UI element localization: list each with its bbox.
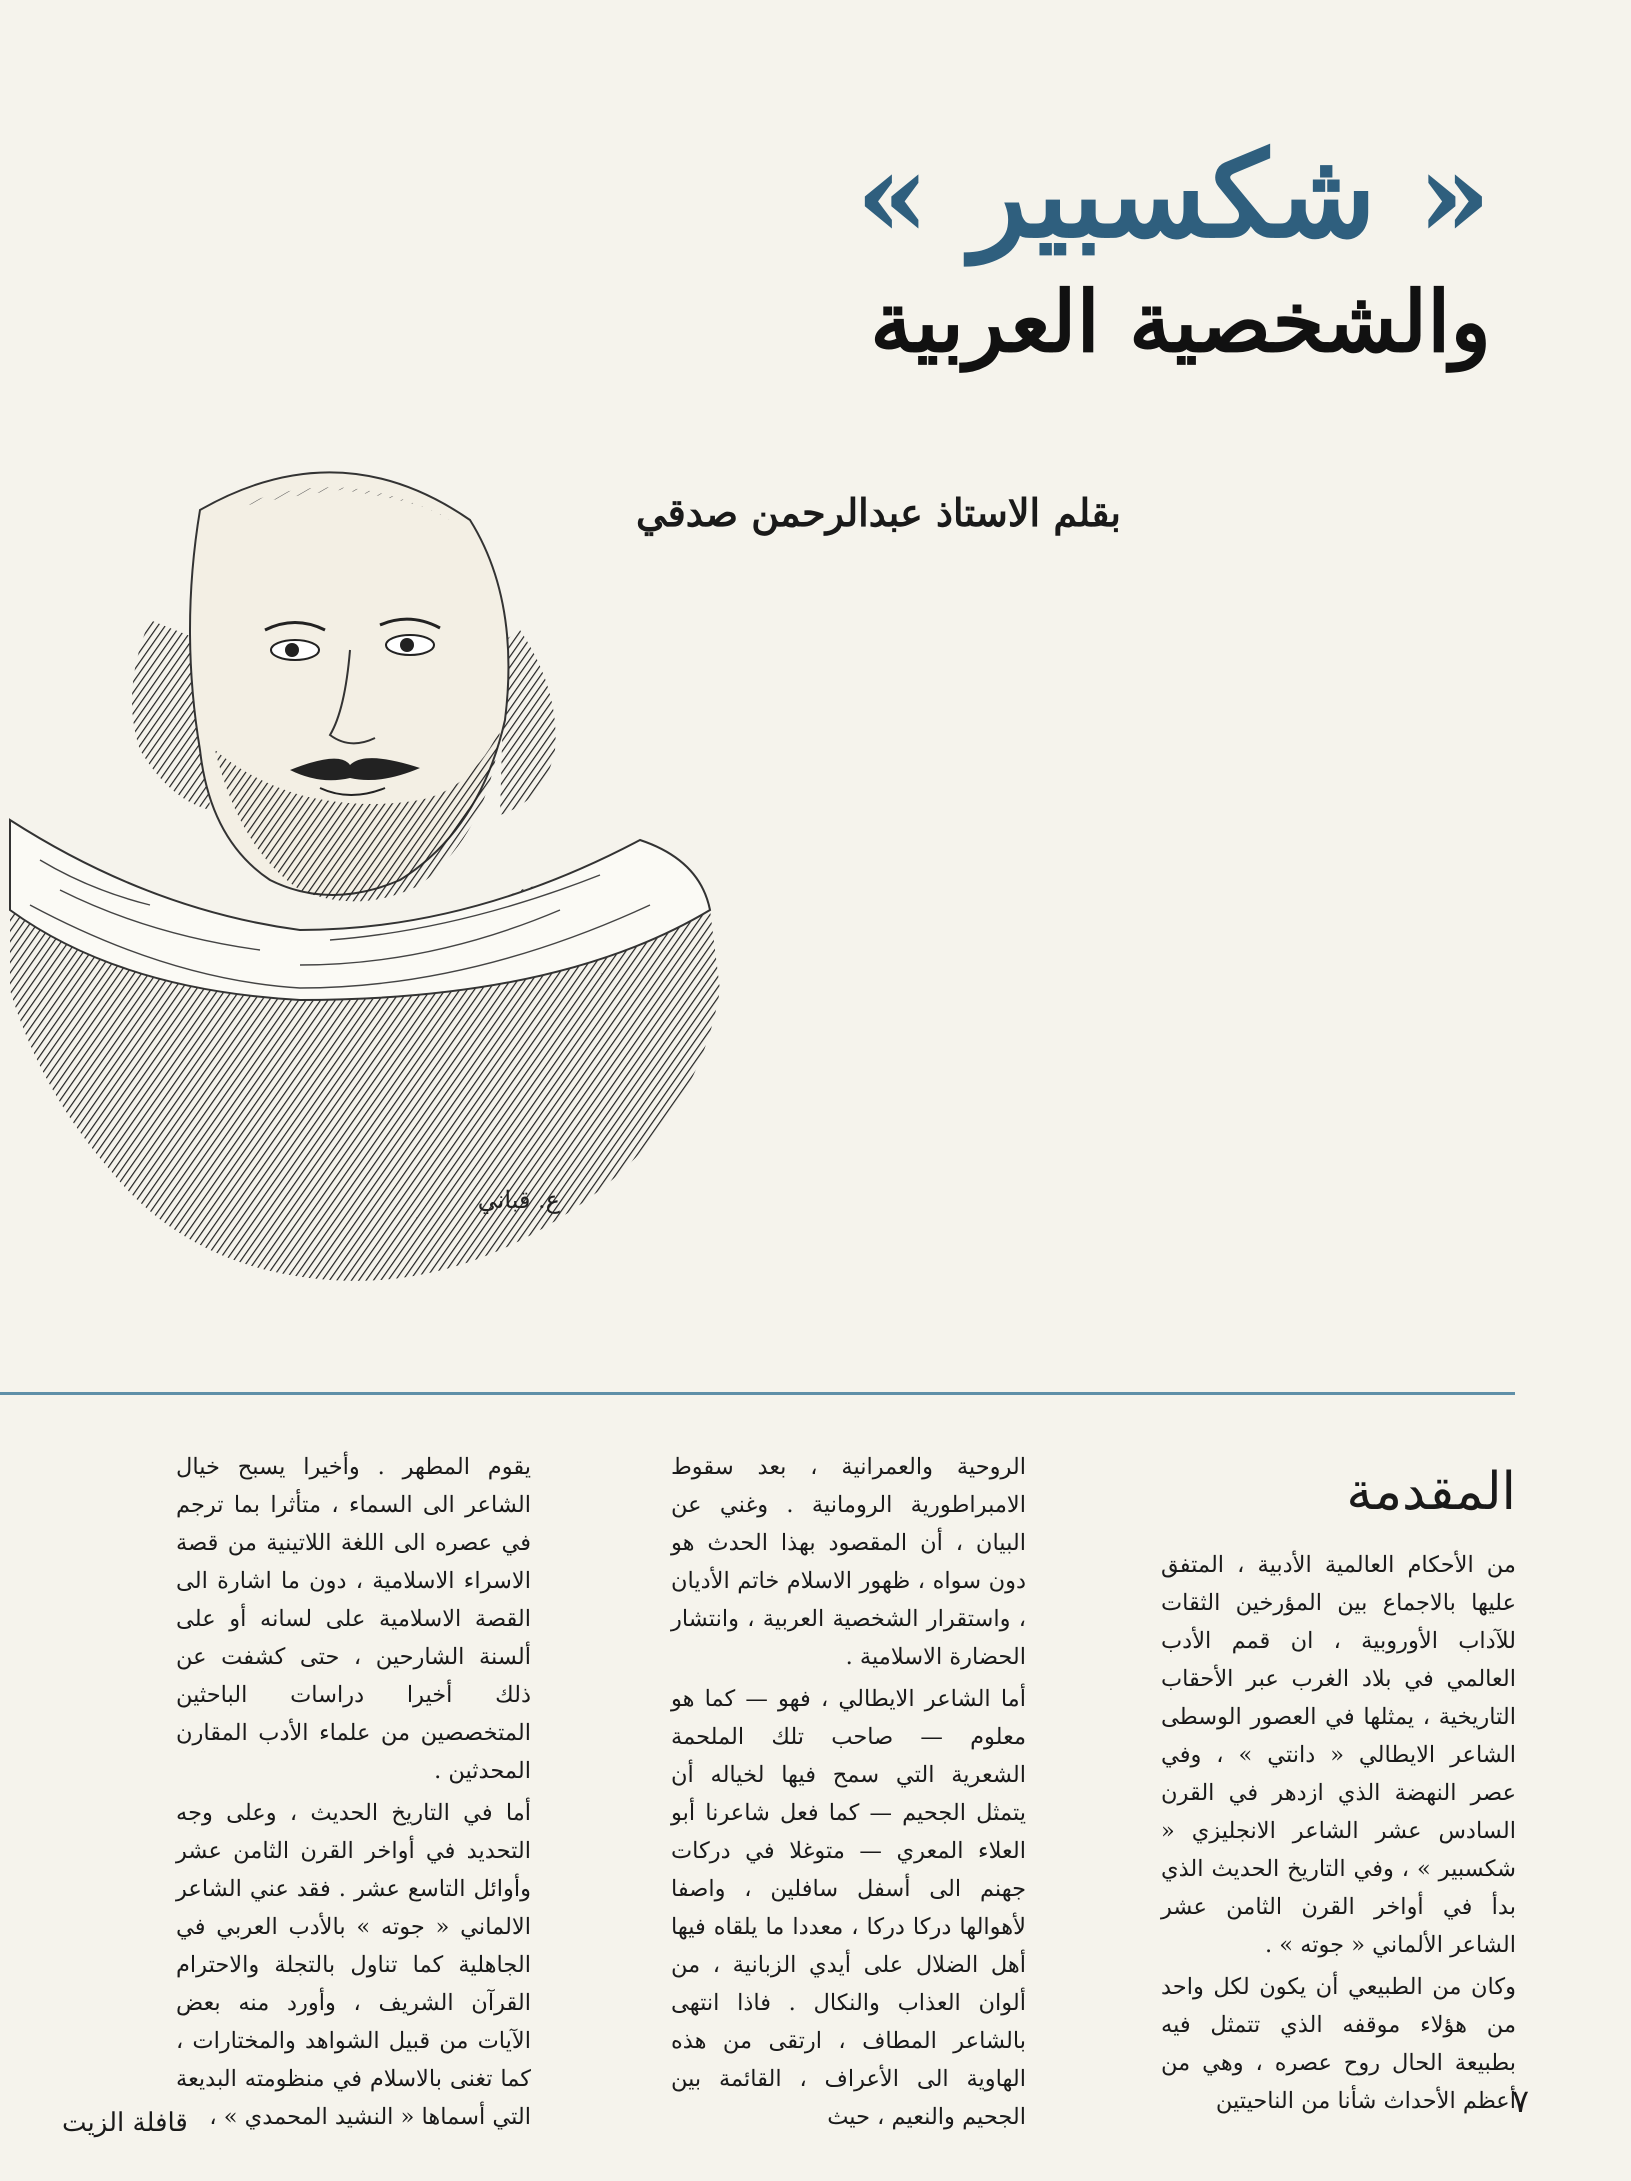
paragraph: وكان من الطبيعي أن يكون لكل واحد من هؤلاء موقفه الذي تتمثل فيه بطبيعة الحال روح عصره ، وهي من أعظم الأحداث شأنا من الناحيتين <box>1161 1974 1516 2114</box>
artist-signature: ع. قباني <box>477 1186 560 1214</box>
article-title: « شكسبير » <box>855 125 1491 264</box>
section-divider <box>0 1392 1515 1395</box>
article-subtitle: والشخصية العربية <box>870 271 1491 371</box>
article-column-2 <box>671 1448 1026 2140</box>
title-block <box>591 125 1491 373</box>
article-column-3 <box>176 1448 531 2140</box>
section-title: المقدمة <box>1346 1462 1516 1522</box>
paragraph: أما الشاعر الايطالي ، فهو — كما هو معلوم — صاحب تلك الملحمة الشعرية التي سمح فيها لخياله أن يتمثل الجحيم — كما فعل شاعرنا أبو العلاء المعري — متوغلا في دركات جهنم الى أسفل سافلين ، واصفا لأهوالها دركا دركا ، معددا ما يلقاه فيها أهل الضلال على أيدي الزبانية ، من ألوان العذاب والنكال . فاذا انتهى بالشاعر المطاف ، ارتقى من هذه الهاوية الى الأعراف ، القائمة بين الجحيم والنعيم ، حيث <box>671 1686 1026 2130</box>
paragraph: أما في التاريخ الحديث ، وعلى وجه التحديد في أواخر القرن الثامن عشر وأوائل التاسع عشر . فقد عني الشاعر الالماني « جوته » بالأدب العربي في الجاهلية كما تناول بالتجلة والاحترام القرآن الشريف ، وأورد منه بعض الآيات من قبيل الشواهد والمختارات ، كما تغنى بالاسلام في منظومته البديعة التي أسماها « النشيد المحمدي » ، <box>176 1800 531 2130</box>
author-byline: بقلم الاستاذ عبدالرحمن صدقي <box>635 490 1121 535</box>
page-number: ٧ <box>1511 2082 1529 2120</box>
paragraph: يقوم المطهر . وأخيرا يسبح خيال الشاعر الى السماء ، متأثرا بما ترجم في عصره الى اللغة اللاتينية من قصة الاسراء الاسلامية ، دون ما اشارة الى القصة الاسلامية على لسانه أو على ألسنة الشارحين ، حتى كشفت عن ذلك أخيرا دراسات الباحثين المتخصصين من علماء الأدب المقارن المحدثين . <box>176 1454 531 1784</box>
shakespeare-portrait-illustration <box>0 390 720 1290</box>
article-column-1 <box>1161 1460 1516 2124</box>
magazine-name: قافلة الزيت <box>62 2108 188 2138</box>
paragraph: من الأحكام العالمية الأدبية ، المتفق عليها بالاجماع بين المؤرخين الثقات للآداب الأوروبية ، ان قمم الأدب العالمي في بلاد الغرب عبر الأحقاب التاريخية ، يمثلها في العصور الوسطى الشاعر الايطالي « دانتي » ، وفي عصر النهضة الذي ازدهر في القرن السادس عشر الشاعر الانجليزي « شكسبير » ، وفي التاريخ الحديث الذي بدأ في أواخر القرن الثامن عشر الشاعر الألماني « جوته » . <box>1161 1552 1516 1958</box>
paragraph: الروحية والعمرانية ، بعد سقوط الامبراطورية الرومانية . وغني عن البيان ، أن المقصود بهذا الحدث هو دون سواه ، ظهور الاسلام خاتم الأديان ، واستقرار الشخصية العربية ، وانتشار الحضارة الاسلامية . <box>671 1454 1026 1670</box>
